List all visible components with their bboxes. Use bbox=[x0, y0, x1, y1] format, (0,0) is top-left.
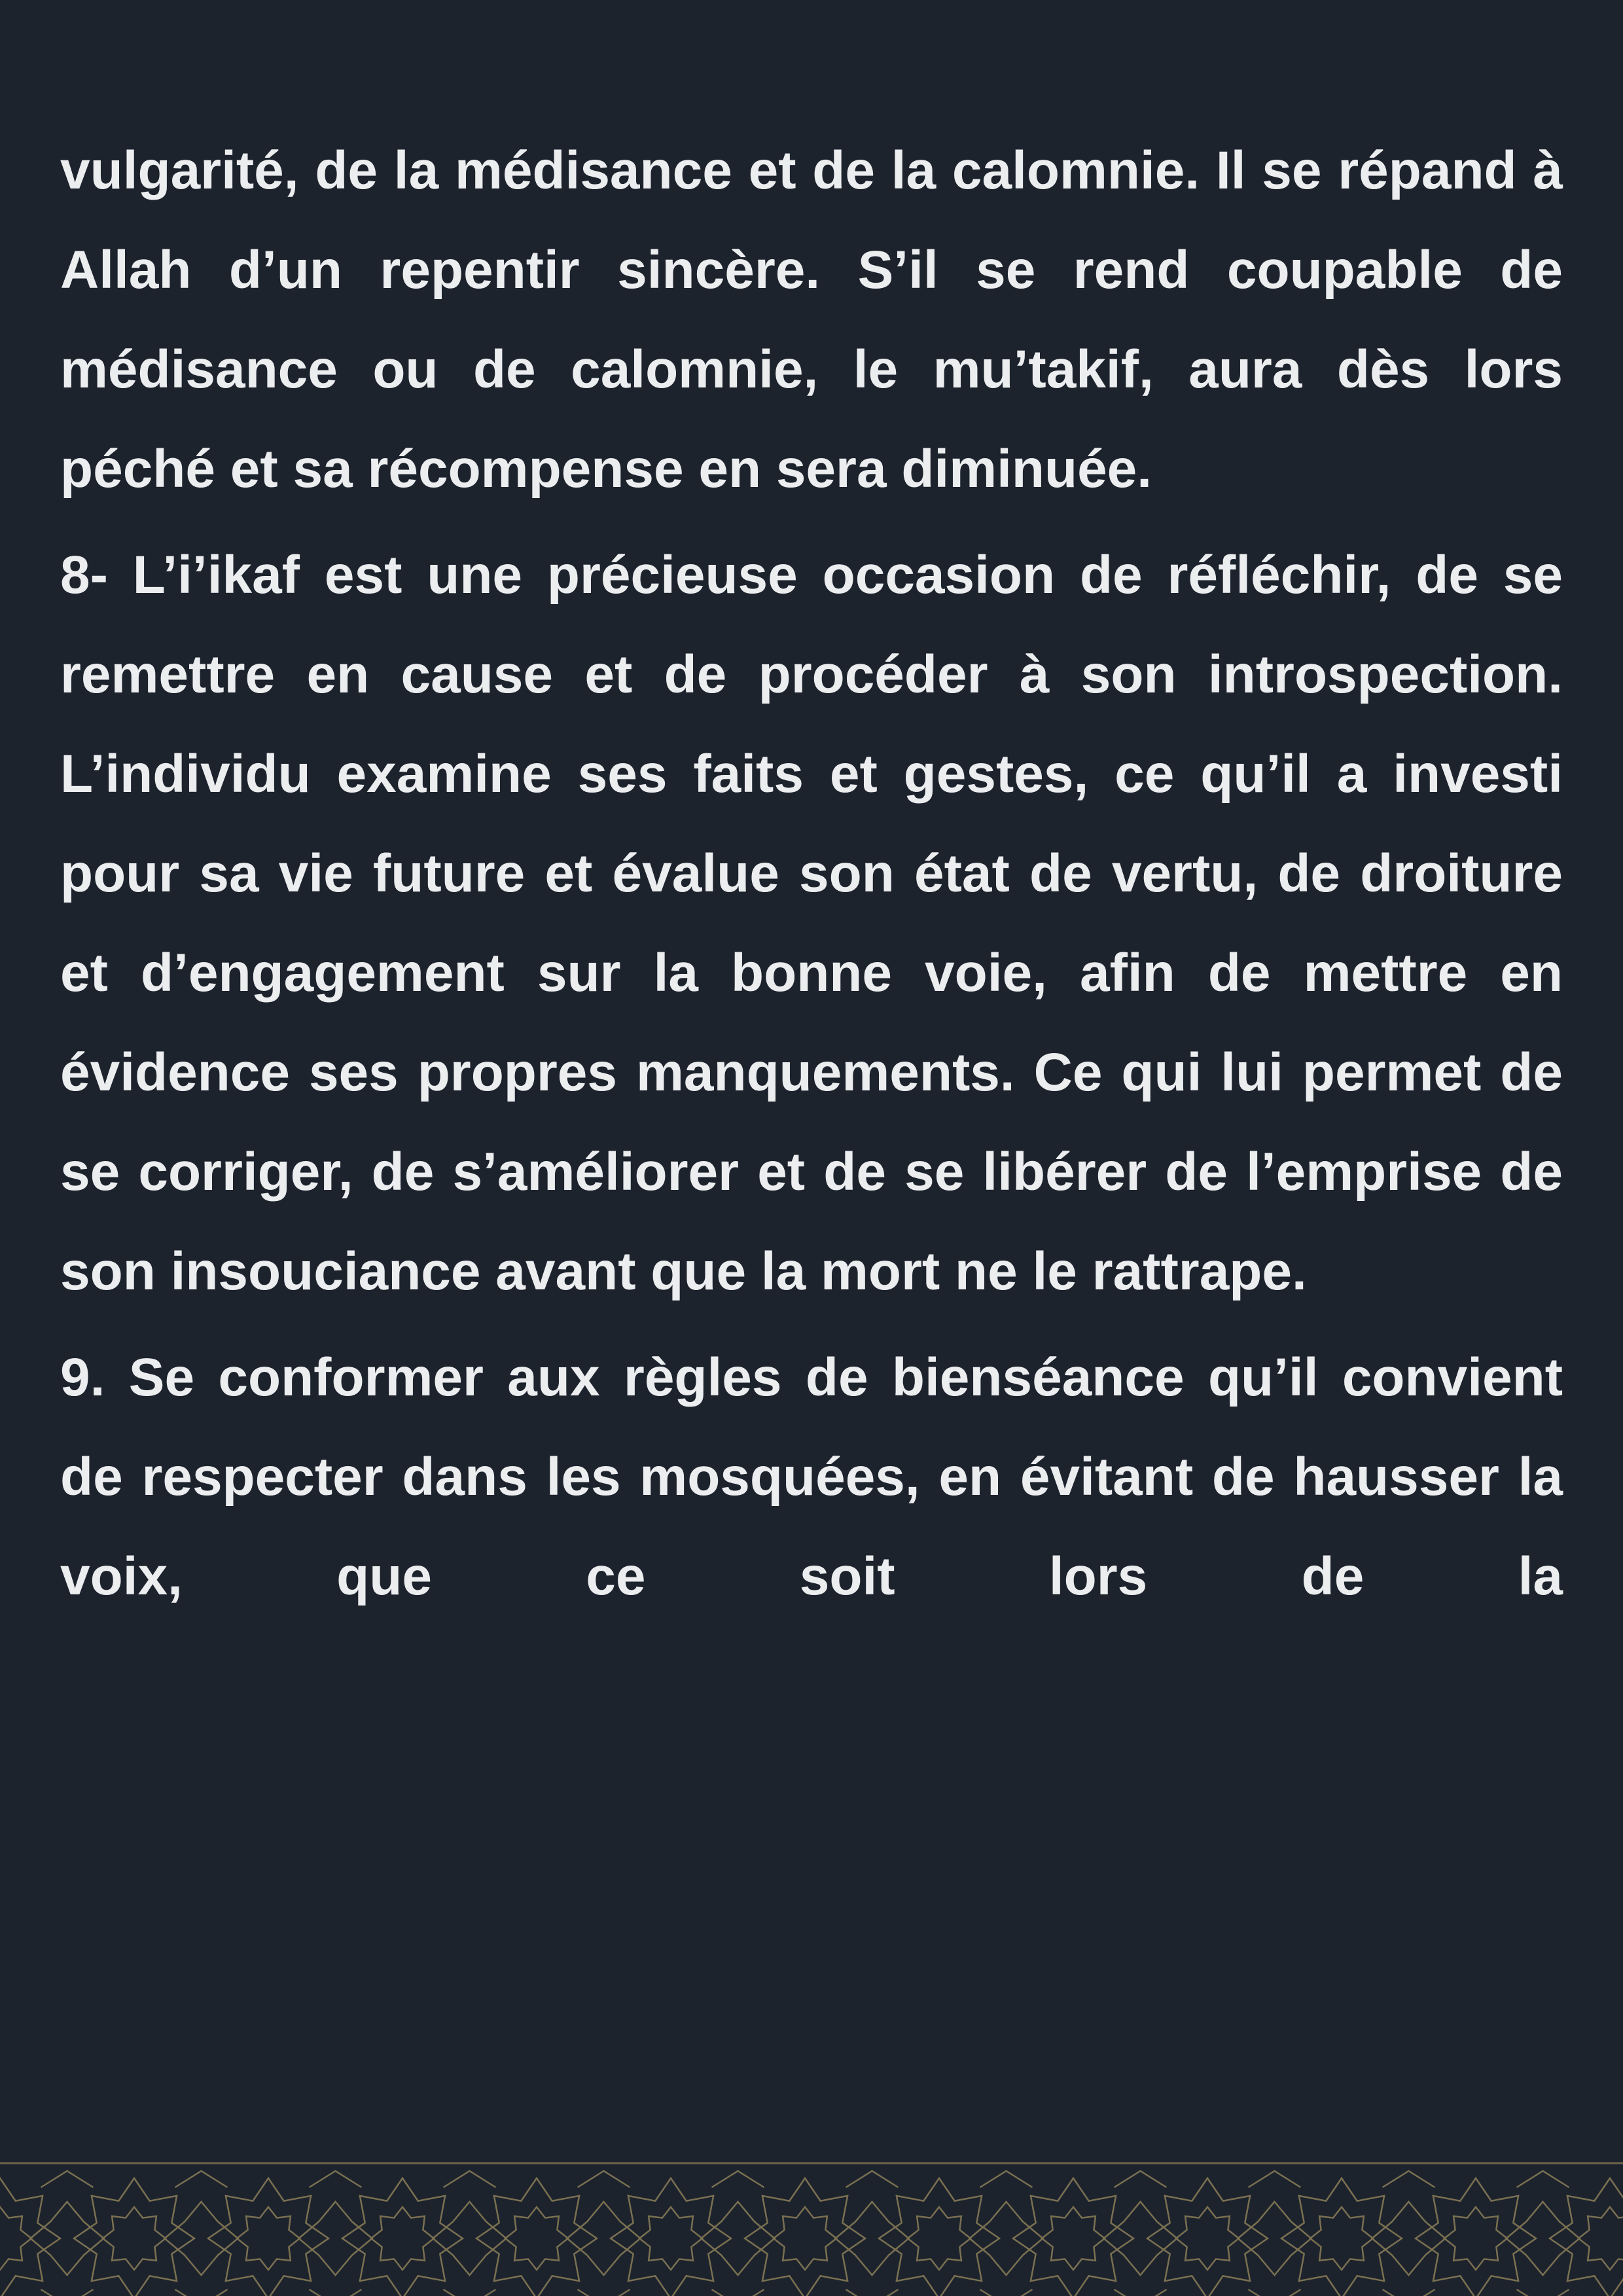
paragraph-number: 9. bbox=[60, 1348, 105, 1407]
footer-ornament-band bbox=[0, 2161, 1623, 2296]
paragraph-text: vulgarité, de la médisance et de la calomnie. Il se répand à Allah d’un repentir sincère. S’il se rend coupable de médisance ou de calomnie, le mu’takif, aura dès lors péché et sa récompense en sera diminuée. bbox=[60, 141, 1563, 499]
geometric-pattern-icon bbox=[0, 2161, 1623, 2296]
paragraph-continuation bbox=[60, 121, 1563, 519]
paragraph-number: 8- bbox=[60, 545, 108, 605]
paragraph-9 bbox=[60, 1328, 1563, 1626]
paragraph-8 bbox=[60, 526, 1563, 1321]
paragraph-text: Se conformer aux règles de bienséance qu’il convient de respecter dans les mosquées, en évitant de hausser la voix, que ce soit lors de la bbox=[60, 1348, 1563, 1606]
body-text bbox=[60, 121, 1563, 1626]
paragraph-text: L’i’ikaf est une précieuse occasion de réfléchir, de se remettre en cause et de procéder à son introspection. L’individu examine ses faits et gestes, ce qu’il a investi pour sa vie future et évalue son état de vertu, de droiture et d’engagement sur la bonne voie, afin de mettre en évidence ses propres manquements. Ce qui lui permet de se corriger, de s’améliorer et de se libérer de l’emprise de son insouciance avant que la mort ne le rattrape. bbox=[60, 545, 1563, 1301]
